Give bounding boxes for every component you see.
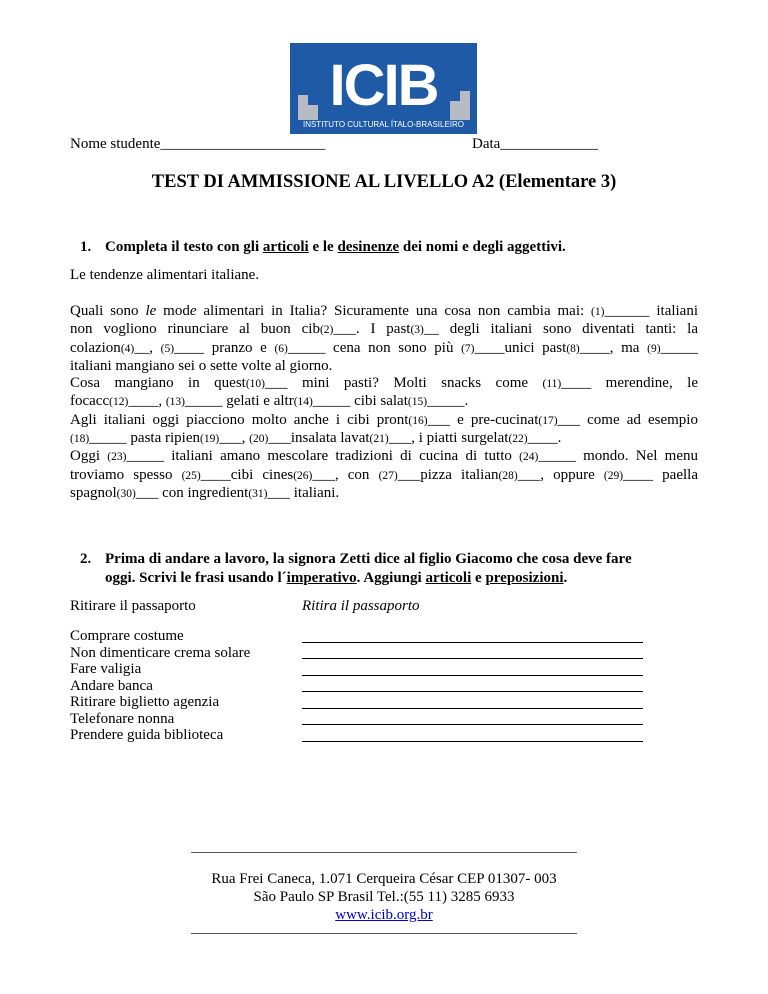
footer-website-link[interactable]: www.icib.org.br bbox=[335, 907, 433, 923]
instr-underlined: desinenze bbox=[337, 239, 400, 255]
instr-underlined: articoli bbox=[262, 239, 309, 255]
answer-line[interactable] bbox=[302, 709, 643, 726]
answer-line[interactable] bbox=[302, 659, 643, 676]
cloze-line: troviamo spesso (25)____cibi cines(26)___, con (27)___pizza italian(28)___, oppure (29)____ paella bbox=[70, 466, 698, 483]
question-number: 1. bbox=[80, 239, 92, 255]
answer-line[interactable] bbox=[302, 676, 643, 693]
instr-line-2: oggi. Scrivi le frasi usando l´imperativo. Aggiungi articoli e preposizioni. bbox=[105, 570, 568, 586]
exercise-item: Andare banca bbox=[70, 677, 153, 694]
answer-line[interactable] bbox=[302, 692, 643, 709]
cloze-line: Oggi (23)_____ italiani amano mescolare tradizioni di cucina di tutto (24)_____ mondo. Nel menu bbox=[70, 448, 699, 465]
instr-text: Prima di andare a lavoro, la signora Zetti dice al figlio Giacomo che cosa deve fare bbox=[105, 551, 632, 567]
cloze-line: focacc(12)____, (13)_____ gelati e altr(14)_____ cibi salat(15)_____. bbox=[70, 393, 469, 410]
cloze-line: (18)_____ pasta ripien(19)___, (20)___insalata lavat(21)___, i piatti surgelat(22)____. bbox=[70, 430, 562, 447]
example-answer: Ritira il passaporto bbox=[302, 598, 420, 614]
exercise-item: Telefonare nonna bbox=[70, 710, 175, 727]
exercise-item: Comprare costume bbox=[70, 628, 184, 644]
footer bbox=[0, 870, 768, 924]
question-1-instruction bbox=[80, 238, 566, 257]
cloze-line: Cosa mangiano in quest(10)___ mini pasti? Molti snacks come (11)____ merendine, le bbox=[70, 375, 698, 392]
instr-text: e le bbox=[308, 239, 338, 255]
logo-subtitle: INSTITUTO CULTURAL ÍTALO-BRASILEIRO bbox=[302, 120, 465, 129]
answer-lines bbox=[302, 626, 643, 742]
instr-text: Completa il testo con gli bbox=[105, 239, 263, 255]
cloze-line: Quali sono le mode alimentari in Italia? Sicuramente una cosa non cambia mai: (1)______ italiani bbox=[70, 303, 699, 319]
footer-divider bbox=[191, 852, 577, 853]
exercise-item: Fare valigia bbox=[70, 661, 142, 677]
cloze-line: Agli italiani oggi piacciono molto anche i cibi pront(16)___ e pre-cucinat(17)___ come ad esempio bbox=[70, 411, 698, 428]
exercise-items bbox=[70, 628, 250, 744]
logo-text: ICIB bbox=[329, 53, 438, 118]
answer-line[interactable] bbox=[302, 725, 643, 742]
text-subtitle: Le tendenze alimentari italiane. bbox=[70, 267, 260, 283]
date-field[interactable]: Data_____________ bbox=[472, 136, 598, 152]
footer-city: São Paulo SP Brasil Tel.:(55 11) 3285 6933 bbox=[253, 889, 515, 905]
cloze-line: non vogliono rinunciare al buon cib(2)___. I past(3)__ degli italiani sono diventati tanti: la bbox=[70, 321, 698, 338]
answer-line[interactable] bbox=[302, 626, 643, 643]
instr-text: dei nomi e degli aggettivi. bbox=[399, 239, 566, 255]
cloze-line: colazion(4)__, (5)____ pranzo e (6)_____ cena non sono più (7)____unici past(8)____, ma (9)_____ bbox=[70, 339, 699, 356]
footer-divider bbox=[191, 933, 577, 934]
exercise-item: Ritirare biglietto agenzia bbox=[70, 694, 220, 710]
question-2-instruction bbox=[80, 550, 632, 588]
exercise-item: Non dimenticare crema solare bbox=[70, 644, 251, 661]
page-title: TEST DI AMMISSIONE AL LIVELLO A2 (Elementare 3) bbox=[151, 172, 617, 192]
cloze-line: spagnol(30)___ con ingredient(31)___ italiani. bbox=[70, 484, 340, 501]
example-prompt: Ritirare il passaporto bbox=[70, 598, 196, 614]
header-row bbox=[70, 136, 700, 153]
answer-line[interactable] bbox=[302, 643, 643, 660]
cloze-paragraph bbox=[70, 303, 698, 503]
cloze-line: italiani mangiano sei o sette volte al giorno. bbox=[70, 357, 333, 374]
icib-logo bbox=[290, 43, 477, 134]
student-name-field[interactable]: Nome studente______________________ bbox=[70, 136, 326, 152]
footer-address: Rua Frei Caneca, 1.071 Cerqueira César CEP 01307- 003 bbox=[211, 871, 557, 887]
exercise-item: Prendere guida biblioteca bbox=[70, 727, 224, 743]
question-number: 2. bbox=[80, 551, 92, 567]
